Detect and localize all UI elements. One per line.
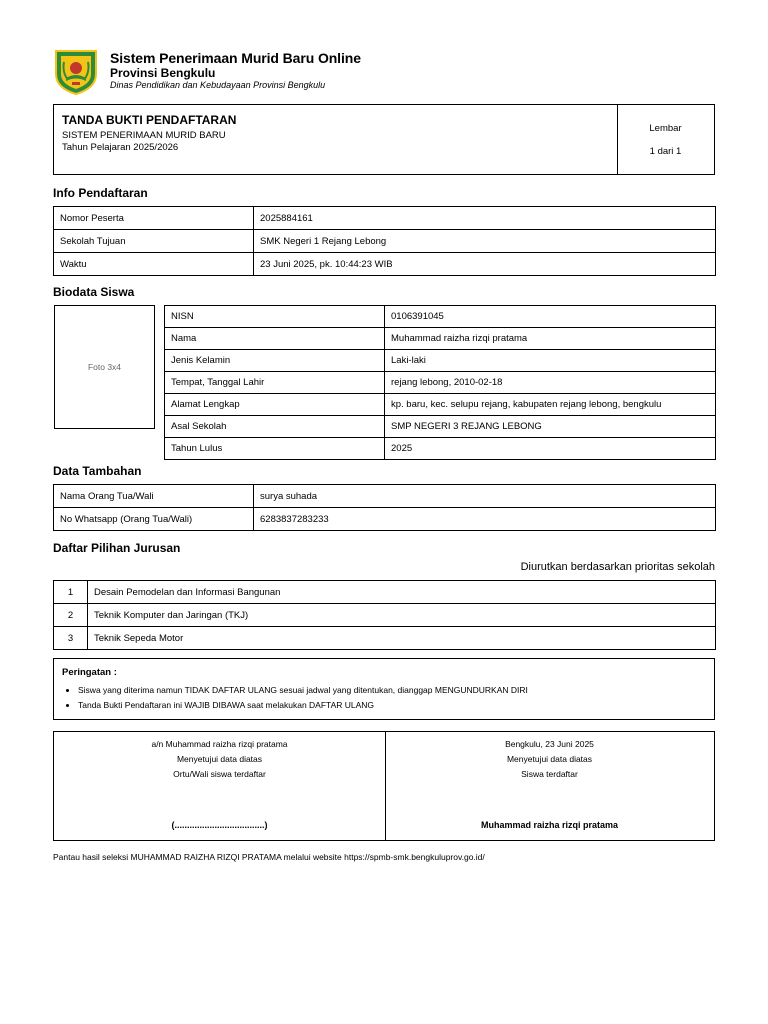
photo-label: Foto 3x4 — [87, 362, 122, 372]
row-label: Asal Sekolah — [165, 416, 385, 438]
row-label: Alamat Lengkap — [165, 394, 385, 416]
row-value: 2025884161 — [254, 207, 716, 230]
row-value: SMK Negeri 1 Rejang Lebong — [254, 230, 716, 253]
table-row — [54, 230, 716, 253]
table-row — [54, 508, 716, 531]
section-title-info: Info Pendaftaran — [53, 186, 148, 200]
table-row — [165, 350, 716, 372]
row-label: No Whatsapp (Orang Tua/Wali) — [54, 508, 254, 531]
warning-title: Peringatan : — [62, 667, 117, 678]
row-value: rejang lebong, 2010-02-18 — [385, 372, 716, 394]
major-number: 3 — [54, 627, 88, 650]
row-value: 6283837283233 — [254, 508, 716, 531]
section-title-biodata: Biodata Siswa — [53, 285, 135, 299]
priority-note: Diurutkan berdasarkan prioritas sekolah — [520, 561, 715, 573]
row-label: Nama — [165, 328, 385, 350]
biodata-table — [164, 305, 716, 460]
row-value: 2025 — [385, 438, 716, 460]
sheet-info — [617, 105, 714, 174]
row-label: Nama Orang Tua/Wali — [54, 485, 254, 508]
row-label: Sekolah Tujuan — [54, 230, 254, 253]
table-row — [165, 328, 716, 350]
table-row — [54, 627, 716, 650]
row-label: NISN — [165, 306, 385, 328]
signature-date: Bengkulu, 23 Juni 2025 — [505, 739, 594, 749]
table-row — [165, 394, 716, 416]
student-role: Siswa terdaftar — [521, 769, 578, 779]
row-value: kp. baru, kec. selupu rejang, kabupaten rejang lebong, bengkulu — [385, 394, 716, 416]
table-row — [54, 581, 716, 604]
section-title-majors: Daftar Pilihan Jurusan — [53, 541, 181, 555]
receipt-year: Tahun Pelajaran 2025/2026 — [62, 142, 179, 153]
major-name: Teknik Sepeda Motor — [88, 627, 716, 650]
guardian-signature-line: (....................................) — [171, 820, 268, 830]
warning-item: • Tanda Bukti Pendaftaran ini WAJIB DIBAWA saat melakukan DAFTAR ULANG — [78, 698, 528, 713]
table-row — [165, 372, 716, 394]
table-row — [54, 207, 716, 230]
row-label: Tahun Lulus — [165, 438, 385, 460]
receipt-info — [54, 105, 618, 174]
table-row — [54, 604, 716, 627]
major-number: 2 — [54, 604, 88, 627]
warning-list — [62, 683, 528, 713]
sheet-label: Lembar — [649, 123, 682, 134]
guardian-approval: Menyetujui data diatas — [176, 754, 263, 764]
bengkulu-crest-icon — [52, 48, 100, 96]
row-value: 0106391045 — [385, 306, 716, 328]
student-name: Muhammad raizha rizqi pratama — [480, 820, 619, 830]
receipt-box — [53, 104, 715, 175]
row-label: Jenis Kelamin — [165, 350, 385, 372]
row-value: surya suhada — [254, 485, 716, 508]
province-name: Provinsi Bengkulu — [110, 66, 216, 80]
department-name: Dinas Pendidikan dan Kebudayaan Provinsi Bengkulu — [110, 80, 326, 90]
signature-box — [53, 731, 715, 841]
row-value: SMP NEGERI 3 REJANG LEBONG — [385, 416, 716, 438]
sheet-value: 1 dari 1 — [649, 146, 682, 157]
table-row — [54, 253, 716, 276]
row-value: Laki-laki — [385, 350, 716, 372]
major-name: Desain Pemodelan dan Informasi Bangunan — [88, 581, 716, 604]
table-row — [54, 485, 716, 508]
table-row — [165, 306, 716, 328]
receipt-system: SISTEM PENERIMAAN MURID BARU — [62, 130, 226, 141]
receipt-title: TANDA BUKTI PENDAFTARAN — [62, 113, 237, 127]
row-label: Tempat, Tanggal Lahir — [165, 372, 385, 394]
table-row — [165, 416, 716, 438]
guardian-on-behalf: a/n Muhammad raizha rizqi pratama — [151, 739, 288, 749]
row-label: Waktu — [54, 253, 254, 276]
table-row — [165, 438, 716, 460]
row-value: Muhammad raizha rizqi pratama — [385, 328, 716, 350]
photo-placeholder — [54, 305, 155, 429]
extra-table — [53, 484, 716, 531]
majors-table — [53, 580, 716, 650]
info-table — [53, 206, 716, 276]
warning-box — [53, 658, 715, 720]
section-title-extra: Data Tambahan — [53, 464, 142, 478]
guardian-signature — [54, 732, 386, 840]
warning-item: • Siswa yang diterima namun TIDAK DAFTAR ULANG sesuai jadwal yang ditentukan, dianggap MENGUNDURKAN DIRI — [78, 683, 528, 698]
guardian-role: Ortu/Wali siswa terdaftar — [173, 769, 266, 779]
row-label: Nomor Peserta — [54, 207, 254, 230]
student-signature — [385, 732, 714, 840]
student-approval: Menyetujui data diatas — [506, 754, 593, 764]
major-name: Teknik Komputer dan Jaringan (TKJ) — [88, 604, 716, 627]
major-number: 1 — [54, 581, 88, 604]
system-title: Sistem Penerimaan Murid Baru Online — [110, 50, 361, 66]
row-value: 23 Juni 2025, pk. 10:44:23 WIB — [254, 253, 716, 276]
footer-note: Pantau hasil seleksi MUHAMMAD RAIZHA RIZQI PRATAMA melalui website https://spmb-smk.bengkuluprov.go.id/ — [53, 852, 485, 862]
